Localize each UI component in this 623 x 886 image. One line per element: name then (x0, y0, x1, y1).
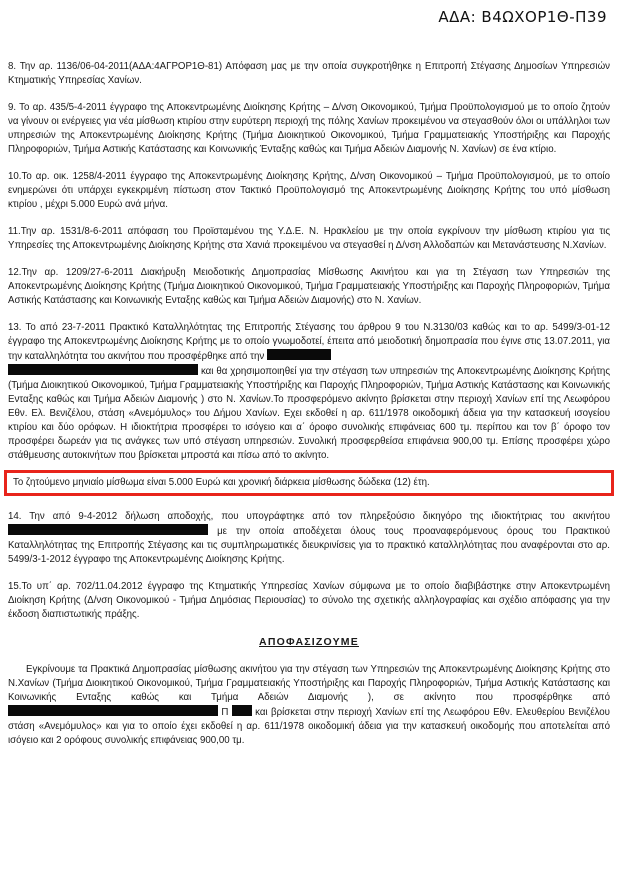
paragraph-9: 9. Το αρ. 435/5-4-2011 έγγραφο της Αποκεντρωμένης Διοίκησης Κρήτης – Δ/νση Οικονομικού, Τμήμα Προϋπολογισμού με το οποίο ζητούν να γίνουν οι ενέργειες για νέα μίσθωση κτιρίου στην ευρύτερη περιοχή της πόλης Χανίων προκειμένου να στεγασθούν όλοι οι υπάλληλοι των υπηρεσιών της Αποκεντρωμένης Διοίκησης Κρήτης (Τμήμα Διοικητικού Οικονομικού, Τμήμα Γραμματειακής Υποστήριξης και Παροχής Πληροφοριών, Τμήμα Αστικής Κατάστασης και Κοινωνικής Ένταξης καθώς και Τμήμα Αδειών Διαμονής Ν. Χανίων) σε ένα κτίριο. (8, 102, 610, 155)
document-body (8, 60, 610, 761)
paragraph-13-text-b: και θα χρησιμοποιηθεί για την στέγαση των υπηρεσιών της Αποκεντρωμένης Διοίκησης Κρήτης (Τμήμα Διοικητικού Οικονομικού, Τμήμα Γραμματειακής Υποστήριξης και Παροχής Πληροφοριών, Τμήμα Αστικής Κατάστασης και Κοινωνικής Ενταξης καθώς και Τμήμα Αδειών Διαμονής ) στο Ν. Χανίων.Το προσφερόμενο ακίνητο βρίσκεται στην περιοχή Χανίων επί της Λεωφόρου Εθν. Ελ. Βενιζέλου, στάση «Ανεμόμυλος» του Δήμου Χανίων. Εχει εκδοθεί η αρ. 611/1978 οικοδομική άδεια για την κατασκευή ισογείου κτιρίου και δύο ορόφων. Η ιδιοκτήτρια προσφέρει το ισόγειο και α΄ όροφο συνολικής επιφάνειας 600 τμ. περίπου και τον β΄ όροφο τον προσφέρει δωρεάν για τις ανάγκες των υπό στέγαση υπηρεσιών. Συνολική προσφερθείσα επιφάνεια 900,00 τμ. Επίσης προσφέρει χώρο στάθμευσης αυτοκινήτων που βρίσκεται μπροστά και πίσω από το ακίνητο. (8, 366, 610, 461)
decision-text-b: Π (221, 707, 229, 718)
decision-text-c: και βρίσκεται στην περιοχή Χανίων επί της Λεωφόρου Εθν. Ελευθερίου Βενιζέλου στάση «Ανεμόμυλος» και για το οποίο έχει εκδοθεί η αρ. 611/1978 οικοδομική άδεια για την κατασκευή οικοδομής που αποτελείται από ισόγειο και 2 ορόφους συνολικής επιφάνειας 900,00 τμ. (8, 707, 610, 746)
decision-heading: ΑΠΟΦΑΣΙΖΟΥΜΕ (259, 636, 359, 648)
paragraph-14-text-a: 14. Την από 9-4-2012 δήλωση αποδοχής, που υπογράφτηκε από τον πληρεξούσιο δικηγόρο της ιδιοκτήτριας του ακινήτου (8, 511, 610, 522)
redaction-bar (8, 705, 218, 716)
paragraph-10: 10.Το αρ. οικ. 1258/4-2011 έγγραφο της Αποκεντρωμένης Διοίκησης Κρήτης, Δ/νση Οικονομικού – Τμήμα Προϋπολογισμού, με το οποίο ενημερώνει ότι υπάρχει εγκεκριμένη πίστωση στον Τακτικό Προϋπολογισμό της Αποκεντρωμένης Διοίκησης Κρήτης του υπό μίσθωση κτιρίου , μέχρι 5.000 Ευρώ ανά μήνα. (8, 171, 610, 210)
redaction-bar (267, 349, 331, 360)
paragraph-12: 12.Την αρ. 1209/27-6-2011 Διακήρυξη Μειοδοτικής Δημοπρασίας Μίσθωσης Ακινήτου και για τη Στέγαση των Υπηρεσιών της Αποκεντρωμένης Διοίκησης Κρήτης (Τμήμα Διοικητικού Οικονομικού, Τμήμα Γραμματειακής Υποστήριξης και Παροχής Πληροφοριών, Τμήμα Αστικής Κατάστασης και Κοινωνικής Ενταξης καθώς και Τμήμα Αδειών Διαμονής) στο Ν. Χανίων. (8, 267, 610, 306)
redaction-bar (8, 364, 198, 375)
decision-text-a: Εγκρίνουμε τα Πρακτικά Δημοπρασίας μίσθωσης ακινήτου για την στέγαση των Υπηρεσιών της Αποκεντρωμένης Διοίκησης Κρήτης στο Ν.Χανίων (Τμήμα Διοικητικού Οικονομικού, Τμήμα Γραμματειακής Υποστήριξης και Παροχής Πληροφοριών, Τμήμα Αστικής Κατάστασης και Κοινωνικής Ενταξης καθώς και Τμήμα Αδειών Διαμονής ), σε ακίνητο που προσφέρθηκε από (8, 664, 610, 703)
decision-paragraph (8, 663, 610, 748)
highlighted-rent-box (4, 470, 614, 496)
rent-statement: Το ζητούμενο μηνιαίο μίσθωμα είναι 5.000 Ευρώ και χρονική διάρκεια μίσθωσης δώδεκα (12) έτη. (13, 477, 430, 488)
paragraph-8: 8. Την αρ. 1136/06-04-2011(ΑΔΑ:4ΑΓΡΟΡ1Θ-81) Απόφαση μας με την οποία συγκροτήθηκε η Επιτροπή Στέγασης Δημοσίων Υπηρεσιών Κτηματικής Υπηρεσίας Χανίων. (8, 61, 610, 86)
ada-code: ΑΔΑ: Β4ΩΧΟΡ1Θ-Π39 (438, 8, 607, 26)
paragraph-13-text-a: 13. Το από 23-7-2011 Πρακτικό Καταλληλότητας της Επιτροπής Στέγασης του άρθρου 9 του Ν.3130/03 καθώς και το αρ. 5499/3-01-12 έγγραφο της Αποκεντρωμένης Διοίκησης Κρήτης με το οποίο γνωμοδοτεί, έπειτα από μειοδοτική δημοπρασία που έγινε στις 13.07.2011, για την καταλληλότητα του ακινήτου που προσφέρθηκε από την (8, 322, 610, 362)
paragraph-13 (8, 321, 610, 463)
redaction-bar (232, 705, 252, 716)
paragraph-11: 11.Την αρ. 1531/8-6-2011 απόφαση του Προϊσταμένου της Υ.Δ.Ε. Ν. Ηρακλείου με την οποία εγκρίνουν την μίσθωση κτιρίου για τις Υπηρεσίες της Αποκεντρωμένης Διοίκησης Κρήτης στα Χανιά προκειμένου να στεγασθεί η Δ/νση Αλλοδαπών και Μετανάστευσης Ν.Χανίων. (8, 226, 610, 251)
paragraph-14 (8, 510, 610, 567)
paragraph-15: 15.Το υπ΄ αρ. 702/11.04.2012 έγγραφο της Κτηματικής Υπηρεσίας Χανίων σύμφωνα με το οποίο διαβιβάστηκε στην Αποκεντρωμένη Διοίκηση Κρήτης (Δ/νση Οικονομικού - Τμήμα Δημόσιας Περιουσίας) το σύνολο της σχετικής αλληλογραφίας και σχέδιο απόφασης για την έκδοση διαπιστωτικής πράξης. (8, 581, 610, 620)
redaction-bar (8, 524, 208, 535)
paragraph-14-text-b: με την οποία αποδέχεται όλους τους προαναφερόμενους όρους του Πρακτικού Καταλληλότητας της Επιτροπής Στέγασης και τις συμπληρωματικές διευκρινίσεις για το πρακτικό καταλληλότητας που αναφέρονται στο αρ. 5499/3-1-2012 έγγραφο της Αποκεντρωμένης Διοίκησης Κρήτης. (8, 526, 610, 565)
